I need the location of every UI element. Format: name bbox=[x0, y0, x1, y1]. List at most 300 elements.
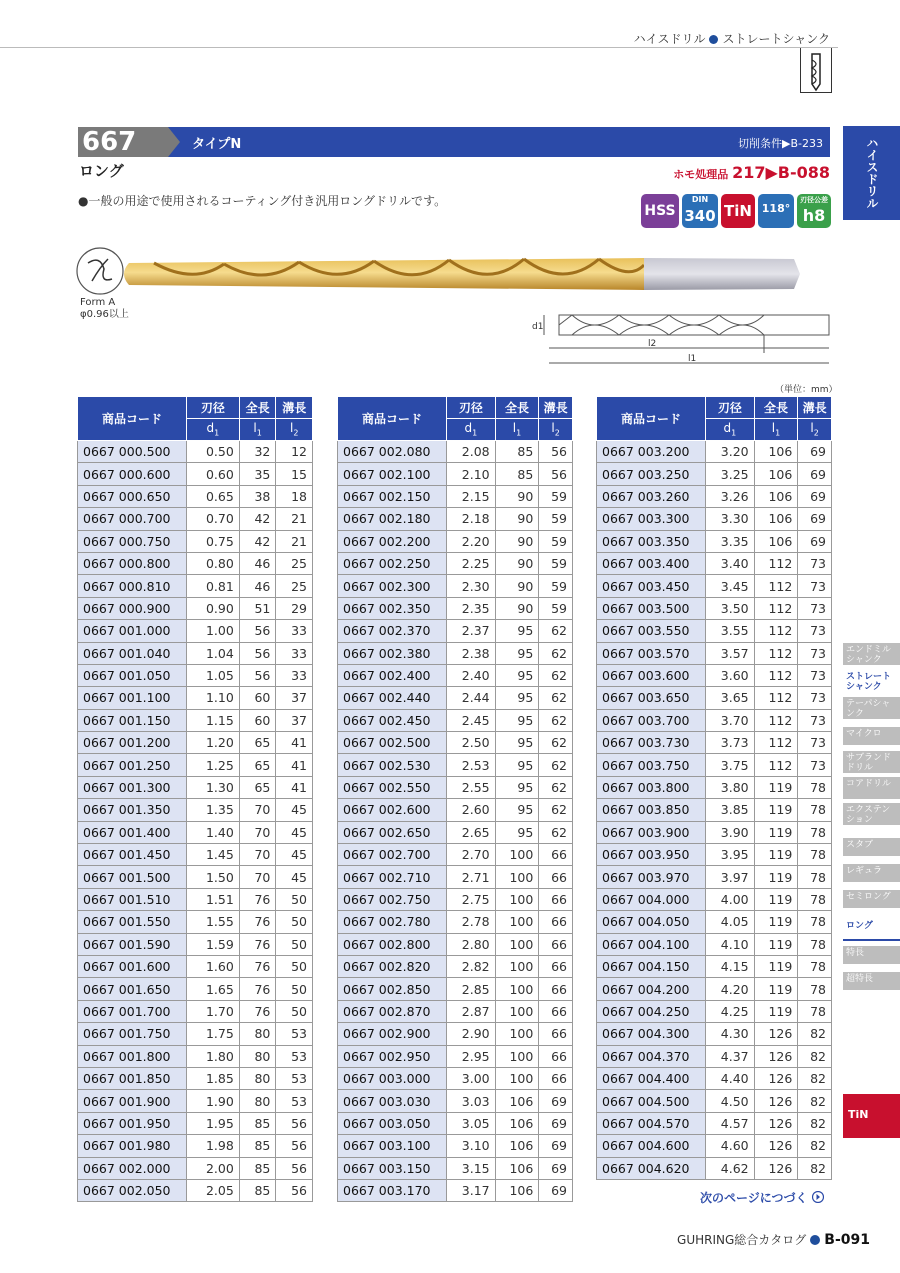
total-length: 65 bbox=[239, 732, 276, 754]
din-badge: DIN 340 bbox=[682, 194, 718, 228]
diameter: 3.30 bbox=[706, 508, 755, 530]
table-row[interactable] bbox=[338, 1067, 573, 1089]
diameter: 1.15 bbox=[187, 709, 240, 731]
flute-length: 59 bbox=[539, 485, 573, 507]
diameter: 0.70 bbox=[187, 508, 240, 530]
table-row[interactable] bbox=[597, 1000, 832, 1022]
table-row[interactable] bbox=[78, 955, 313, 977]
product-code: 0667 002.950 bbox=[338, 1045, 447, 1067]
flute-length: 73 bbox=[798, 709, 832, 731]
table-row[interactable] bbox=[78, 732, 313, 754]
table-row[interactable] bbox=[78, 485, 313, 507]
flute-length: 78 bbox=[798, 955, 832, 977]
form-label: Form A φ0.96以上 bbox=[80, 297, 129, 320]
flute-length: 78 bbox=[798, 911, 832, 933]
table-row[interactable] bbox=[338, 955, 573, 977]
table-row[interactable] bbox=[338, 866, 573, 888]
total-length: 76 bbox=[239, 955, 276, 977]
product-code: 0667 002.600 bbox=[338, 799, 447, 821]
diameter: 3.45 bbox=[706, 575, 755, 597]
side-nav-item[interactable]: エンドミルシャンク bbox=[843, 643, 900, 665]
total-length: 100 bbox=[495, 1067, 539, 1089]
cutting-conditions-link[interactable]: 切削条件▶B-233 bbox=[738, 137, 823, 150]
table-row[interactable] bbox=[338, 597, 573, 619]
diameter: 0.60 bbox=[187, 463, 240, 485]
flute-length: 78 bbox=[798, 776, 832, 798]
table-row[interactable] bbox=[597, 866, 832, 888]
flute-length: 62 bbox=[539, 754, 573, 776]
diameter: 2.25 bbox=[447, 552, 496, 574]
table-row[interactable] bbox=[597, 664, 832, 686]
drill-icon bbox=[801, 48, 831, 92]
table-row[interactable] bbox=[597, 776, 832, 798]
diameter: 3.15 bbox=[447, 1157, 496, 1179]
total-length: 126 bbox=[754, 1135, 798, 1157]
table-row[interactable] bbox=[78, 933, 313, 955]
table-row[interactable] bbox=[597, 1045, 832, 1067]
flute-length: 50 bbox=[276, 1000, 313, 1022]
table-row[interactable] bbox=[78, 1000, 313, 1022]
table-row[interactable] bbox=[78, 441, 313, 463]
product-code: 0667 002.500 bbox=[338, 732, 447, 754]
diameter: 2.18 bbox=[447, 508, 496, 530]
table-row[interactable] bbox=[597, 1067, 832, 1089]
diameter: 0.80 bbox=[187, 552, 240, 574]
table-row[interactable] bbox=[338, 1112, 573, 1134]
table-row[interactable] bbox=[78, 687, 313, 709]
header-total: 全長 bbox=[754, 397, 798, 419]
table-row[interactable] bbox=[78, 1023, 313, 1045]
product-code: 0667 002.440 bbox=[338, 687, 447, 709]
table-row[interactable] bbox=[78, 844, 313, 866]
table-row[interactable] bbox=[338, 821, 573, 843]
header-l1: $l_1$ bbox=[754, 419, 798, 441]
header-flute: 溝長 bbox=[798, 397, 832, 419]
breadcrumb-section[interactable]: ハイスドリル bbox=[633, 32, 706, 46]
flute-length: 56 bbox=[276, 1179, 313, 1201]
total-length: 126 bbox=[754, 1045, 798, 1067]
total-length: 106 bbox=[495, 1135, 539, 1157]
product-code: 0667 001.450 bbox=[78, 844, 187, 866]
flute-length: 50 bbox=[276, 911, 313, 933]
flute-length: 37 bbox=[276, 687, 313, 709]
tin-badge: TiN bbox=[721, 194, 755, 228]
total-length: 100 bbox=[495, 955, 539, 977]
product-code: 0667 003.700 bbox=[597, 709, 706, 731]
table-row[interactable] bbox=[338, 552, 573, 574]
table-row[interactable] bbox=[78, 1045, 313, 1067]
table-row[interactable] bbox=[597, 844, 832, 866]
homo-treatment-link[interactable] bbox=[673, 163, 830, 182]
product-code: 0667 001.150 bbox=[78, 709, 187, 731]
table-row[interactable] bbox=[597, 978, 832, 1000]
flute-length: 53 bbox=[276, 1023, 313, 1045]
side-nav-item[interactable]: 超特長 bbox=[843, 972, 900, 990]
product-code: 0667 004.500 bbox=[597, 1090, 706, 1112]
table-row[interactable] bbox=[338, 1023, 573, 1045]
table-row[interactable] bbox=[338, 978, 573, 1000]
total-length: 119 bbox=[754, 955, 798, 977]
table-row[interactable] bbox=[597, 1112, 832, 1134]
diameter: 1.50 bbox=[187, 866, 240, 888]
product-code: 0667 001.100 bbox=[78, 687, 187, 709]
flute-length: 73 bbox=[798, 620, 832, 642]
diameter: 1.30 bbox=[187, 776, 240, 798]
flute-length: 78 bbox=[798, 1000, 832, 1022]
side-nav-item[interactable]: テーパシャンク bbox=[843, 697, 900, 719]
total-length: 70 bbox=[239, 799, 276, 821]
product-code: 0667 003.570 bbox=[597, 642, 706, 664]
side-nav-item[interactable]: ストレートシャンク bbox=[843, 670, 900, 692]
flute-length: 50 bbox=[276, 888, 313, 910]
total-length: 100 bbox=[495, 978, 539, 1000]
table-row[interactable] bbox=[597, 620, 832, 642]
flute-length: 45 bbox=[276, 866, 313, 888]
diameter: 1.05 bbox=[187, 664, 240, 686]
table-row[interactable] bbox=[597, 709, 832, 731]
side-nav-item[interactable]: コアドリル bbox=[843, 777, 900, 799]
total-length: 95 bbox=[495, 620, 539, 642]
table-row[interactable] bbox=[78, 642, 313, 664]
flute-length: 41 bbox=[276, 754, 313, 776]
total-length: 100 bbox=[495, 888, 539, 910]
table-row[interactable] bbox=[338, 1135, 573, 1157]
diameter: 3.05 bbox=[447, 1112, 496, 1134]
total-length: 100 bbox=[495, 1000, 539, 1022]
table-row[interactable] bbox=[338, 844, 573, 866]
side-nav-item[interactable]: サブランドドリル bbox=[843, 751, 900, 773]
side-nav-item[interactable]: スタブ bbox=[843, 838, 900, 856]
product-code: 0667 001.000 bbox=[78, 620, 187, 642]
flute-length: 21 bbox=[276, 530, 313, 552]
product-code: 0667 004.100 bbox=[597, 933, 706, 955]
table-row[interactable] bbox=[597, 687, 832, 709]
description: ●一般の用途で使用されるコーティング付き汎用ロングドリルです。 bbox=[78, 194, 447, 208]
flute-length: 59 bbox=[539, 530, 573, 552]
side-nav-item[interactable]: ロング bbox=[843, 919, 900, 941]
side-nav-item[interactable]: セミロング bbox=[843, 890, 900, 908]
table-row[interactable] bbox=[597, 732, 832, 754]
tin-tab[interactable]: TiN bbox=[843, 1094, 900, 1138]
spec-table-2 bbox=[337, 396, 573, 1202]
total-length: 80 bbox=[239, 1023, 276, 1045]
flute-length: 69 bbox=[798, 530, 832, 552]
product-code: 0667 004.370 bbox=[597, 1045, 706, 1067]
header-flute: 溝長 bbox=[539, 397, 573, 419]
diameter: 2.78 bbox=[447, 911, 496, 933]
side-nav-item[interactable]: マイクロ bbox=[843, 727, 900, 745]
table-row[interactable] bbox=[338, 441, 573, 463]
table-row[interactable] bbox=[597, 508, 832, 530]
table-row[interactable] bbox=[78, 866, 313, 888]
total-length: 80 bbox=[239, 1067, 276, 1089]
total-length: 65 bbox=[239, 776, 276, 798]
flute-length: 62 bbox=[539, 821, 573, 843]
breadcrumb-subsection[interactable]: ストレートシャンク bbox=[722, 32, 830, 46]
table-row[interactable] bbox=[78, 508, 313, 530]
diameter: 1.45 bbox=[187, 844, 240, 866]
flute-length: 45 bbox=[276, 844, 313, 866]
product-code: 0667 000.750 bbox=[78, 530, 187, 552]
table-row[interactable] bbox=[78, 978, 313, 1000]
table-row[interactable] bbox=[338, 530, 573, 552]
flute-length: 66 bbox=[539, 866, 573, 888]
total-length: 76 bbox=[239, 1000, 276, 1022]
total-length: 76 bbox=[239, 911, 276, 933]
total-length: 126 bbox=[754, 1112, 798, 1134]
flute-length: 21 bbox=[276, 508, 313, 530]
product-code: 0667 002.050 bbox=[78, 1179, 187, 1201]
table-row[interactable] bbox=[338, 1090, 573, 1112]
total-length: 85 bbox=[239, 1135, 276, 1157]
table-row[interactable] bbox=[78, 597, 313, 619]
table-row[interactable] bbox=[597, 1135, 832, 1157]
table-row[interactable] bbox=[597, 530, 832, 552]
diagram-d1-label: d1 bbox=[532, 322, 544, 332]
table-row[interactable] bbox=[78, 709, 313, 731]
flute-length: 82 bbox=[798, 1112, 832, 1134]
table-row[interactable] bbox=[338, 911, 573, 933]
diameter: 2.45 bbox=[447, 709, 496, 731]
table-row[interactable] bbox=[597, 911, 832, 933]
table-row[interactable] bbox=[338, 664, 573, 686]
next-page-link[interactable]: 次のページにつづく bbox=[700, 1189, 824, 1206]
table-row[interactable] bbox=[597, 597, 832, 619]
total-length: 90 bbox=[495, 485, 539, 507]
product-code: 0667 002.780 bbox=[338, 911, 447, 933]
total-length: 112 bbox=[754, 597, 798, 619]
table-row[interactable] bbox=[338, 620, 573, 642]
model-number: 667 bbox=[78, 127, 168, 157]
flute-length: 45 bbox=[276, 799, 313, 821]
point-angle-badge: 118° bbox=[758, 194, 794, 228]
table-row[interactable] bbox=[338, 799, 573, 821]
spec-table-3 bbox=[596, 396, 832, 1180]
drill-icon-box bbox=[800, 48, 832, 93]
flute-length: 62 bbox=[539, 732, 573, 754]
table-row[interactable] bbox=[78, 1135, 313, 1157]
table-row[interactable] bbox=[78, 1067, 313, 1089]
table-row[interactable] bbox=[597, 888, 832, 910]
diameter: 2.30 bbox=[447, 575, 496, 597]
total-length: 100 bbox=[495, 1045, 539, 1067]
table-row[interactable] bbox=[597, 552, 832, 574]
table-row[interactable] bbox=[597, 799, 832, 821]
diameter: 4.10 bbox=[706, 933, 755, 955]
product-code: 0667 002.820 bbox=[338, 955, 447, 977]
product-code: 0667 003.950 bbox=[597, 844, 706, 866]
product-code: 0667 002.400 bbox=[338, 664, 447, 686]
product-code: 0667 004.620 bbox=[597, 1157, 706, 1179]
total-length: 85 bbox=[239, 1157, 276, 1179]
header-dia: 刃径 bbox=[706, 397, 755, 419]
product-code: 0667 000.810 bbox=[78, 575, 187, 597]
table-row[interactable] bbox=[338, 888, 573, 910]
top-divider bbox=[0, 47, 838, 48]
table-row[interactable] bbox=[597, 485, 832, 507]
table-row[interactable] bbox=[338, 1179, 573, 1201]
product-code: 0667 001.040 bbox=[78, 642, 187, 664]
diameter: 2.80 bbox=[447, 933, 496, 955]
flute-length: 73 bbox=[798, 642, 832, 664]
total-length: 106 bbox=[754, 485, 798, 507]
diameter: 4.30 bbox=[706, 1023, 755, 1045]
table-row[interactable] bbox=[597, 463, 832, 485]
total-length: 112 bbox=[754, 664, 798, 686]
table-row[interactable] bbox=[78, 1112, 313, 1134]
total-length: 70 bbox=[239, 844, 276, 866]
product-code: 0667 002.100 bbox=[338, 463, 447, 485]
header-d1: $d_1$ bbox=[447, 419, 496, 441]
table-row[interactable] bbox=[78, 888, 313, 910]
product-code: 0667 002.380 bbox=[338, 642, 447, 664]
table-row[interactable] bbox=[597, 933, 832, 955]
side-nav-item[interactable]: エクステンション bbox=[843, 803, 900, 825]
flute-length: 66 bbox=[539, 978, 573, 1000]
table-row[interactable] bbox=[597, 1023, 832, 1045]
side-nav-item[interactable]: 特長 bbox=[843, 946, 900, 964]
table-row[interactable] bbox=[78, 620, 313, 642]
flute-length: 69 bbox=[539, 1179, 573, 1201]
table-row[interactable] bbox=[597, 441, 832, 463]
total-length: 95 bbox=[495, 732, 539, 754]
diameter: 3.97 bbox=[706, 866, 755, 888]
header-l2: $l_2$ bbox=[539, 419, 573, 441]
table-row[interactable] bbox=[78, 1179, 313, 1201]
table-row[interactable] bbox=[78, 754, 313, 776]
table-row[interactable] bbox=[338, 709, 573, 731]
diameter: 1.98 bbox=[187, 1135, 240, 1157]
product-code: 0667 004.050 bbox=[597, 911, 706, 933]
table-row[interactable] bbox=[597, 955, 832, 977]
table-row[interactable] bbox=[338, 575, 573, 597]
header-dia: 刃径 bbox=[187, 397, 240, 419]
flute-length: 29 bbox=[276, 597, 313, 619]
total-length: 95 bbox=[495, 664, 539, 686]
total-length: 106 bbox=[495, 1090, 539, 1112]
table-row[interactable] bbox=[597, 1090, 832, 1112]
diameter: 1.80 bbox=[187, 1045, 240, 1067]
product-code: 0667 001.950 bbox=[78, 1112, 187, 1134]
table-row[interactable] bbox=[78, 821, 313, 843]
diameter: 2.75 bbox=[447, 888, 496, 910]
table-row[interactable] bbox=[78, 463, 313, 485]
flute-length: 50 bbox=[276, 933, 313, 955]
product-code: 0667 001.510 bbox=[78, 888, 187, 910]
diameter: 3.40 bbox=[706, 552, 755, 574]
flute-length: 66 bbox=[539, 1000, 573, 1022]
diameter: 1.95 bbox=[187, 1112, 240, 1134]
table-row[interactable] bbox=[597, 1157, 832, 1179]
diameter: 3.65 bbox=[706, 687, 755, 709]
side-tab-hss-drill[interactable]: ハイスドリル bbox=[843, 126, 900, 220]
homo-ref: 217▶B-088 bbox=[732, 163, 830, 182]
flute-length: 56 bbox=[276, 1135, 313, 1157]
total-length: 85 bbox=[495, 441, 539, 463]
product-code: 0667 003.650 bbox=[597, 687, 706, 709]
total-length: 119 bbox=[754, 844, 798, 866]
total-length: 56 bbox=[239, 664, 276, 686]
total-length: 112 bbox=[754, 552, 798, 574]
flute-length: 69 bbox=[798, 441, 832, 463]
diameter: 2.08 bbox=[447, 441, 496, 463]
table-row[interactable] bbox=[78, 1090, 313, 1112]
diameter: 1.60 bbox=[187, 955, 240, 977]
table-row[interactable] bbox=[338, 642, 573, 664]
product-code: 0667 003.970 bbox=[597, 866, 706, 888]
flute-length: 69 bbox=[539, 1135, 573, 1157]
table-row[interactable] bbox=[78, 575, 313, 597]
header-l1: $l_1$ bbox=[495, 419, 539, 441]
table-row[interactable] bbox=[338, 1000, 573, 1022]
total-length: 95 bbox=[495, 776, 539, 798]
table-row[interactable] bbox=[338, 485, 573, 507]
total-length: 112 bbox=[754, 620, 798, 642]
table-row[interactable] bbox=[338, 754, 573, 776]
table-row[interactable] bbox=[78, 799, 313, 821]
header-total: 全長 bbox=[239, 397, 276, 419]
flute-length: 73 bbox=[798, 664, 832, 686]
flute-length: 59 bbox=[539, 552, 573, 574]
table-row[interactable] bbox=[597, 642, 832, 664]
total-length: 106 bbox=[495, 1157, 539, 1179]
product-code: 0667 002.750 bbox=[338, 888, 447, 910]
product-code: 0667 001.700 bbox=[78, 1000, 187, 1022]
table-row[interactable] bbox=[338, 463, 573, 485]
flute-length: 66 bbox=[539, 844, 573, 866]
breadcrumb bbox=[634, 30, 830, 47]
table-row[interactable] bbox=[78, 530, 313, 552]
flute-length: 69 bbox=[539, 1112, 573, 1134]
table-row[interactable] bbox=[338, 933, 573, 955]
total-length: 80 bbox=[239, 1045, 276, 1067]
side-nav-item[interactable]: レギュラ bbox=[843, 864, 900, 882]
table-row[interactable] bbox=[597, 575, 832, 597]
table-row[interactable] bbox=[338, 732, 573, 754]
next-arrow-icon bbox=[812, 1191, 824, 1203]
table-row[interactable] bbox=[78, 776, 313, 798]
flute-length: 82 bbox=[798, 1090, 832, 1112]
product-code: 0667 002.300 bbox=[338, 575, 447, 597]
total-length: 60 bbox=[239, 709, 276, 731]
diameter: 1.90 bbox=[187, 1090, 240, 1112]
flute-length: 78 bbox=[798, 978, 832, 1000]
table-row[interactable] bbox=[338, 1045, 573, 1067]
diameter: 0.90 bbox=[187, 597, 240, 619]
total-length: 112 bbox=[754, 754, 798, 776]
product-code: 0667 001.900 bbox=[78, 1090, 187, 1112]
table-row[interactable] bbox=[597, 754, 832, 776]
table-row[interactable] bbox=[78, 911, 313, 933]
table-row[interactable] bbox=[597, 821, 832, 843]
product-code: 0667 003.030 bbox=[338, 1090, 447, 1112]
table-row[interactable] bbox=[78, 1157, 313, 1179]
total-length: 106 bbox=[495, 1112, 539, 1134]
table-row[interactable] bbox=[338, 776, 573, 798]
flute-length: 78 bbox=[798, 844, 832, 866]
table-row[interactable] bbox=[338, 508, 573, 530]
table-row[interactable] bbox=[338, 1157, 573, 1179]
diameter: 3.75 bbox=[706, 754, 755, 776]
table-row[interactable] bbox=[78, 552, 313, 574]
product-code: 0667 002.250 bbox=[338, 552, 447, 574]
product-code: 0667 003.800 bbox=[597, 776, 706, 798]
table-row[interactable] bbox=[338, 687, 573, 709]
table-row[interactable] bbox=[78, 664, 313, 686]
flute-length: 59 bbox=[539, 597, 573, 619]
total-length: 90 bbox=[495, 552, 539, 574]
product-code: 0667 002.370 bbox=[338, 620, 447, 642]
